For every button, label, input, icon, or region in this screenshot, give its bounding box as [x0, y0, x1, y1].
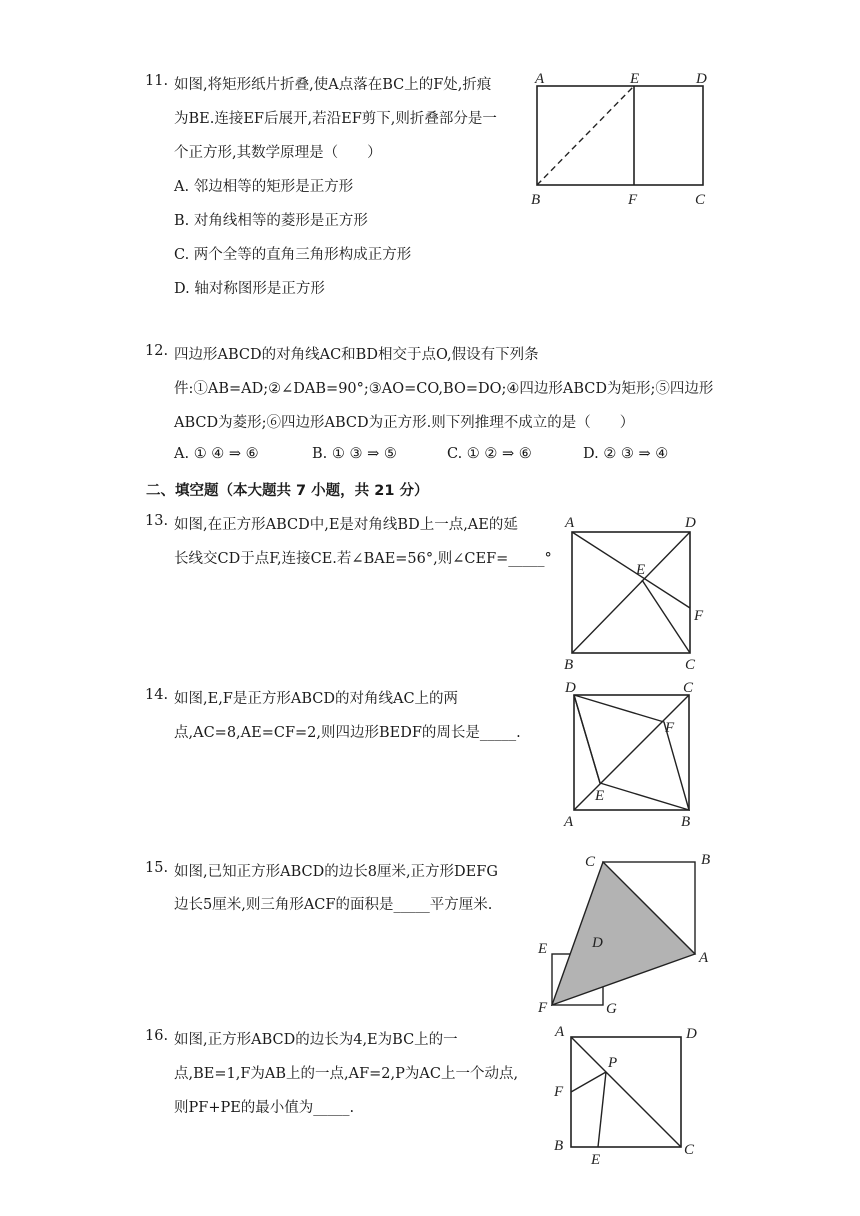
q14-figure — [560, 680, 710, 830]
q11-line-1: 如图,将矩形纸片折叠,使A点落在BC上的F处,折痕 — [174, 77, 492, 93]
q13-figure — [560, 512, 720, 672]
q15-label-d: D — [592, 935, 603, 951]
q15-label-a: A — [699, 950, 709, 966]
q11-option-a: A. 邻边相等的矩形是正方形 — [174, 179, 354, 195]
q15-label-g: G — [606, 1001, 617, 1017]
q16-label-f: F — [554, 1084, 564, 1100]
q14-label-d: D — [565, 680, 576, 696]
q16-line-2: 点,BE=1,F为AB上的一点,AF=2,P为AC上一个动点, — [174, 1066, 519, 1082]
q11-option-b: B. 对角线相等的菱形是正方形 — [174, 213, 368, 229]
q15-label-c: C — [585, 854, 596, 870]
q12-option-b: B. ① ③ ⇒ ⑤ — [312, 446, 397, 462]
q12-line-3: ABCD为菱形;⑥四边形ABCD为正方形.则下列推理不成立的是（ ） — [174, 415, 635, 431]
q12-option-c: C. ① ② ⇒ ⑥ — [447, 446, 532, 462]
q13-label-a: A — [565, 515, 575, 531]
q13-label-c: C — [685, 657, 696, 673]
q11-number: 11. — [145, 73, 169, 89]
q12-option-d: D. ② ③ ⇒ ④ — [583, 446, 669, 462]
q11-label-b: B — [531, 192, 541, 208]
q16-label-e: E — [591, 1152, 601, 1168]
q11-label-a: A — [535, 71, 545, 87]
q16-line-3: 则PF+PE的最小值为_____. — [174, 1100, 355, 1116]
q15-label-f: F — [538, 1000, 548, 1016]
q16-line-1: 如图,正方形ABCD的边长为4,E为BC上的一 — [174, 1032, 458, 1048]
q11-label-d: D — [696, 71, 707, 87]
q13-number: 13. — [145, 513, 169, 529]
q15-figure — [535, 850, 725, 1020]
q14-label-b: B — [681, 814, 691, 830]
q15-label-e: E — [538, 941, 548, 957]
q15-line-1: 如图,已知正方形ABCD的边长8厘米,正方形DEFG — [174, 864, 498, 880]
q15-line-2: 边长5厘米,则三角形ACF的面积是_____平方厘米. — [174, 897, 493, 913]
q14-number: 14. — [145, 687, 169, 703]
q11-label-e: E — [630, 71, 640, 87]
q16-label-c: C — [684, 1142, 695, 1158]
q14-label-e: E — [595, 788, 605, 804]
q11-option-c: C. 两个全等的直角三角形构成正方形 — [174, 247, 412, 263]
q11-figure — [525, 70, 725, 210]
q13-line-2: 长线交CD于点F,连接CE.若∠BAE=56°,则∠CEF=_____° — [174, 551, 552, 567]
q16-number: 16. — [145, 1028, 169, 1044]
section-fill-blank-title: 二、填空题（本大题共 7 小题，共 21 分） — [146, 483, 429, 499]
q13-label-d: D — [685, 515, 696, 531]
q14-label-c: C — [683, 680, 694, 696]
q13-line-1: 如图,在正方形ABCD中,E是对角线BD上一点,AE的延 — [174, 517, 518, 533]
q16-label-b: B — [554, 1138, 564, 1154]
q14-line-1: 如图,E,F是正方形ABCD的对角线AC上的两 — [174, 691, 459, 707]
q12-line-2: 件:①AB=AD;②∠DAB=90°;③AO=CO,BO=DO;④四边形ABCD为矩形;⑤四边形 — [174, 381, 714, 397]
q12-option-a: A. ① ④ ⇒ ⑥ — [174, 446, 259, 462]
q12-number: 12. — [145, 343, 169, 359]
q16-label-d: D — [686, 1026, 697, 1042]
q11-label-c: C — [695, 192, 706, 208]
q16-label-p: P — [608, 1055, 618, 1071]
q11-option-d: D. 轴对称图形是正方形 — [174, 281, 325, 297]
q13-label-f: F — [694, 608, 704, 624]
q13-label-b: B — [564, 657, 574, 673]
q14-line-2: 点,AC=8,AE=CF=2,则四边形BEDF的周长是_____. — [174, 725, 521, 741]
q14-label-f: F — [665, 720, 675, 736]
q11-label-f: F — [628, 192, 638, 208]
q16-label-a: A — [555, 1024, 565, 1040]
q16-figure — [545, 1022, 705, 1167]
q14-label-a: A — [564, 814, 574, 830]
q13-label-e: E — [636, 562, 646, 578]
q15-number: 15. — [145, 860, 169, 876]
q12-line-1: 四边形ABCD的对角线AC和BD相交于点O,假设有下列条 — [174, 347, 539, 363]
q11-line-2: 为BE.连接EF后展开,若沿EF剪下,则折叠部分是一 — [174, 111, 497, 127]
q11-line-3: 个正方形,其数学原理是（ ） — [174, 145, 382, 161]
q15-label-b: B — [701, 852, 711, 868]
